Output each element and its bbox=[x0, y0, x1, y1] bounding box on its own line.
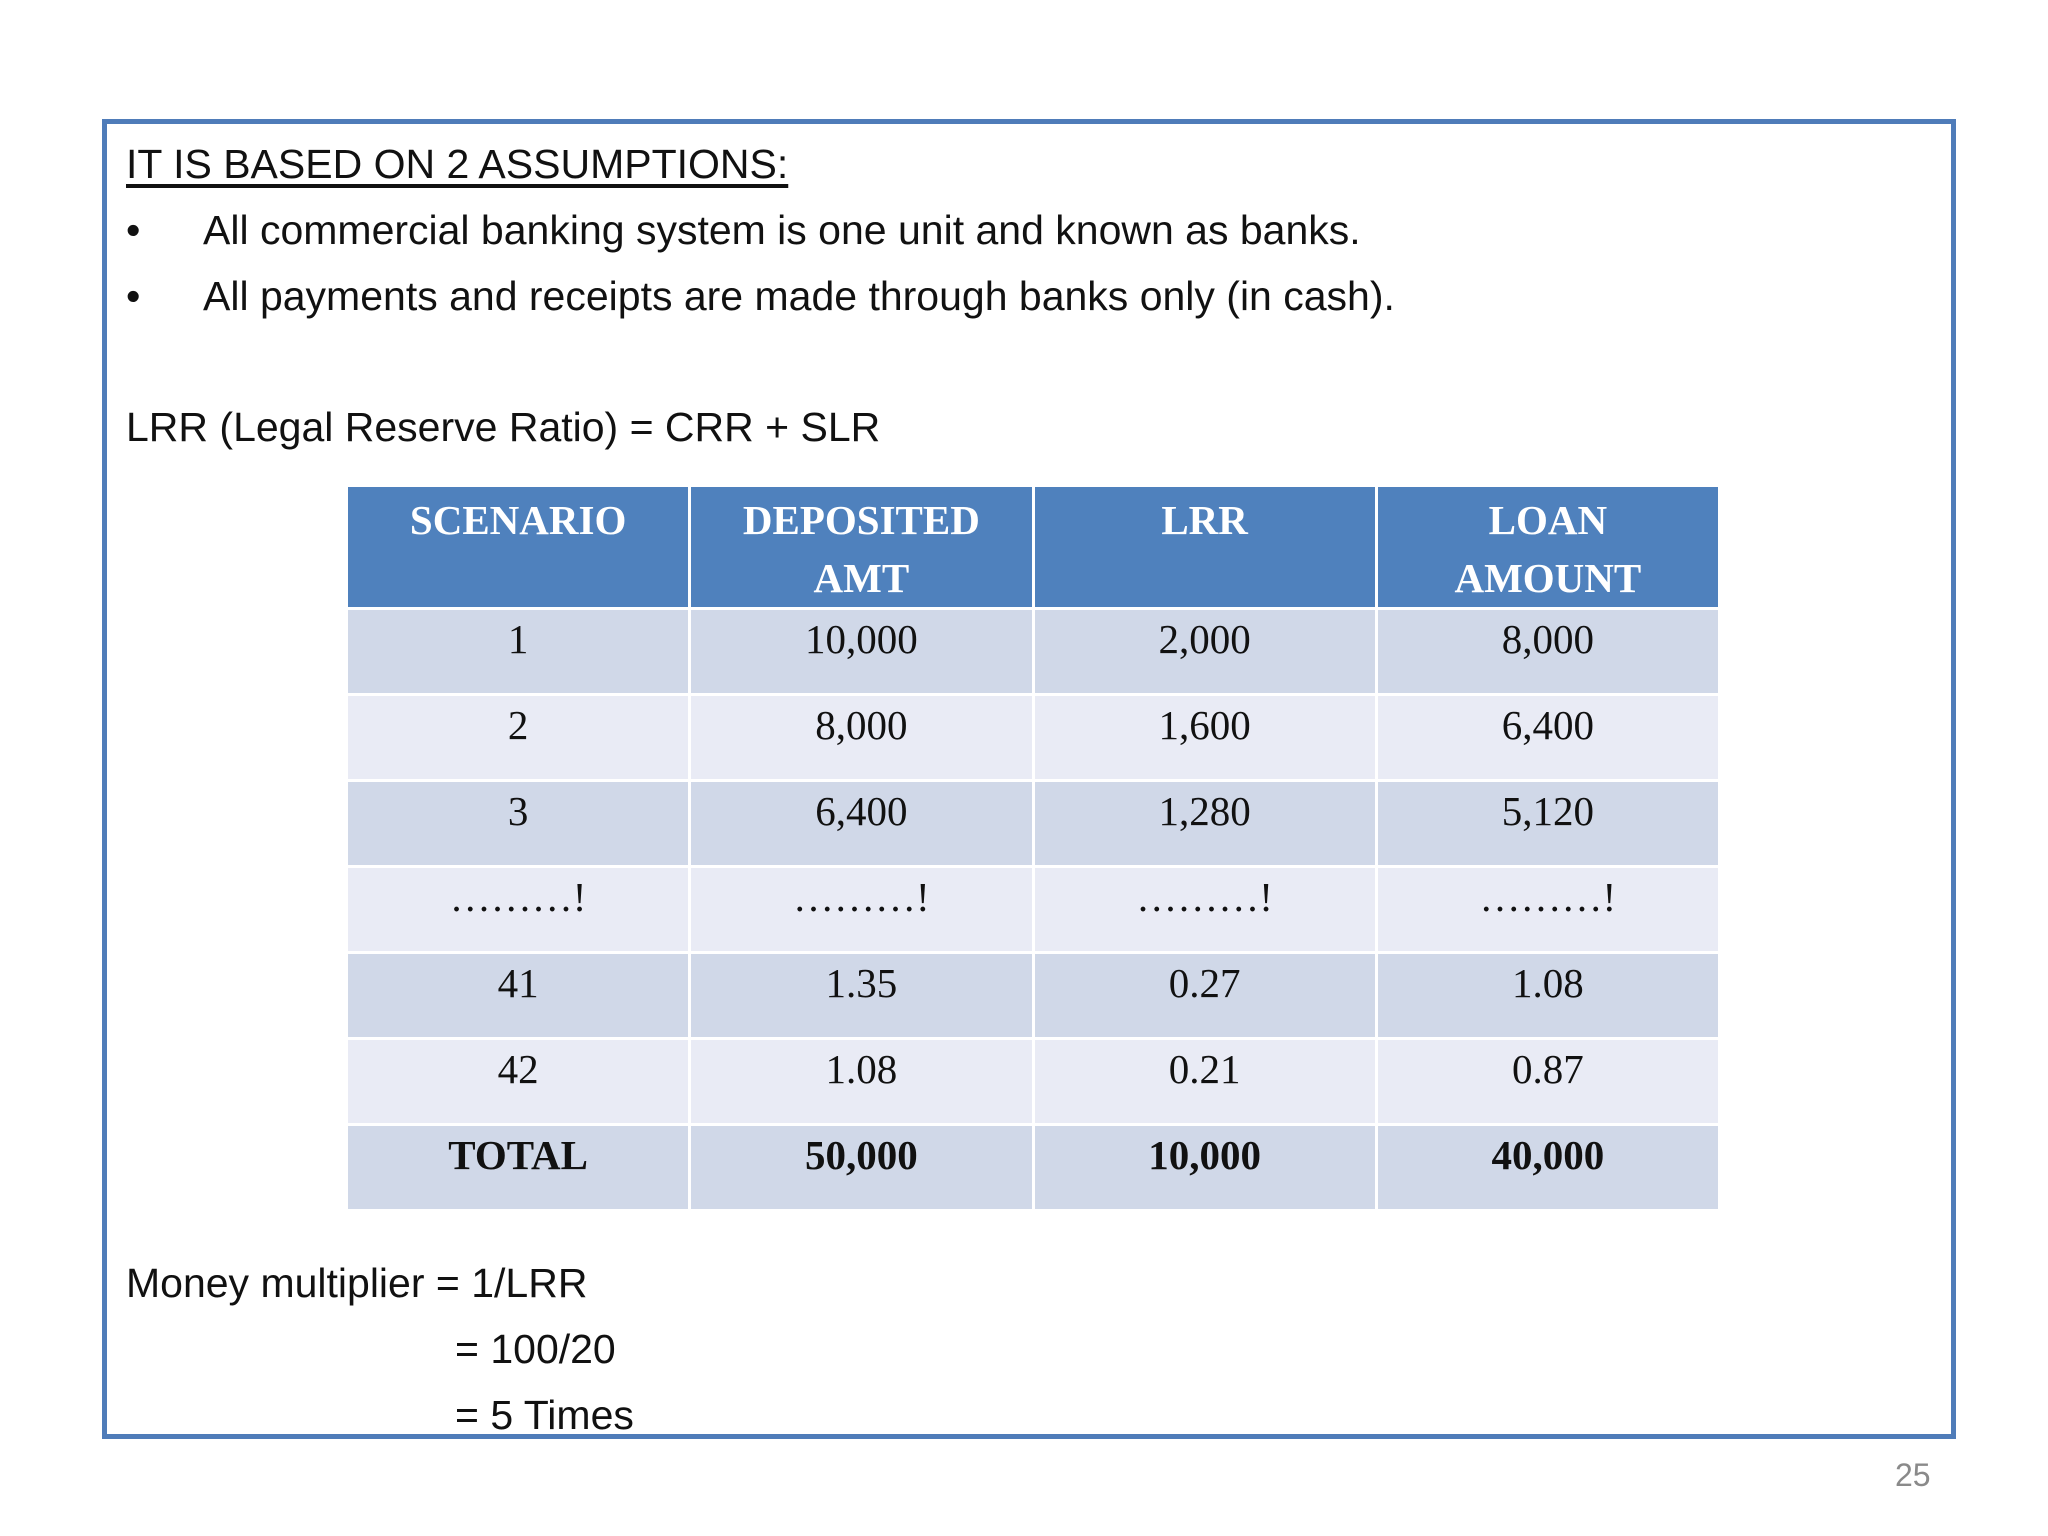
cell-lrr: ………! bbox=[1033, 867, 1376, 953]
header-lrr: LRR bbox=[1033, 486, 1376, 609]
cell-lrr: 0.27 bbox=[1033, 953, 1376, 1039]
cell-scenario: 3 bbox=[347, 781, 690, 867]
cell-scenario: ………! bbox=[347, 867, 690, 953]
cell-total-deposited: 50,000 bbox=[690, 1125, 1033, 1211]
money-multiplier-result: = 5 Times bbox=[455, 1392, 634, 1438]
slide-content-box bbox=[102, 119, 1956, 1439]
lrr-definition: LRR (Legal Reserve Ratio) = CRR + SLR bbox=[126, 404, 881, 450]
bullet-item-2 bbox=[126, 271, 1395, 321]
bullet-text: All commercial banking system is one unit and known as banks. bbox=[203, 207, 1361, 253]
money-multiplier-step: = 100/20 bbox=[455, 1326, 616, 1372]
header-deposited-amt: DEPOSITED AMT bbox=[690, 486, 1033, 609]
cell-deposited: 6,400 bbox=[690, 781, 1033, 867]
table-row bbox=[347, 867, 1720, 953]
page-number: 25 bbox=[1895, 1457, 1931, 1493]
table-row bbox=[347, 609, 1720, 695]
cell-total-label: TOTAL bbox=[347, 1125, 690, 1211]
cell-lrr: 0.21 bbox=[1033, 1039, 1376, 1125]
cell-total-loan: 40,000 bbox=[1376, 1125, 1719, 1211]
cell-lrr: 1,600 bbox=[1033, 695, 1376, 781]
cell-scenario: 2 bbox=[347, 695, 690, 781]
cell-total-lrr: 10,000 bbox=[1033, 1125, 1376, 1211]
bullet-icon: • bbox=[126, 273, 141, 319]
cell-lrr: 2,000 bbox=[1033, 609, 1376, 695]
cell-scenario: 42 bbox=[347, 1039, 690, 1125]
cell-deposited: ………! bbox=[690, 867, 1033, 953]
table-row bbox=[347, 781, 1720, 867]
cell-deposited: 8,000 bbox=[690, 695, 1033, 781]
table-total-row bbox=[347, 1125, 1720, 1211]
table-header-row bbox=[347, 486, 1720, 609]
table-row bbox=[347, 1039, 1720, 1125]
cell-lrr: 1,280 bbox=[1033, 781, 1376, 867]
cell-scenario: 1 bbox=[347, 609, 690, 695]
bullet-item-1 bbox=[126, 205, 1361, 255]
cell-loan: 5,120 bbox=[1376, 781, 1719, 867]
cell-loan: 1.08 bbox=[1376, 953, 1719, 1039]
cell-loan: 8,000 bbox=[1376, 609, 1719, 695]
table-row bbox=[347, 953, 1720, 1039]
cell-scenario: 41 bbox=[347, 953, 690, 1039]
header-loan-amount: LOAN AMOUNT bbox=[1376, 486, 1719, 609]
cell-deposited: 10,000 bbox=[690, 609, 1033, 695]
money-multiplier-formula: Money multiplier = 1/LRR bbox=[126, 1260, 588, 1306]
cell-deposited: 1.35 bbox=[690, 953, 1033, 1039]
table-row bbox=[347, 695, 1720, 781]
assumptions-heading: IT IS BASED ON 2 ASSUMPTIONS: bbox=[126, 141, 789, 187]
cell-loan: ………! bbox=[1376, 867, 1719, 953]
header-scenario: SCENARIO bbox=[347, 486, 690, 609]
cell-deposited: 1.08 bbox=[690, 1039, 1033, 1125]
scenario-table bbox=[345, 484, 1721, 1212]
bullet-icon: • bbox=[126, 207, 141, 253]
cell-loan: 0.87 bbox=[1376, 1039, 1719, 1125]
cell-loan: 6,400 bbox=[1376, 695, 1719, 781]
bullet-text: All payments and receipts are made through banks only (in cash). bbox=[203, 273, 1395, 319]
